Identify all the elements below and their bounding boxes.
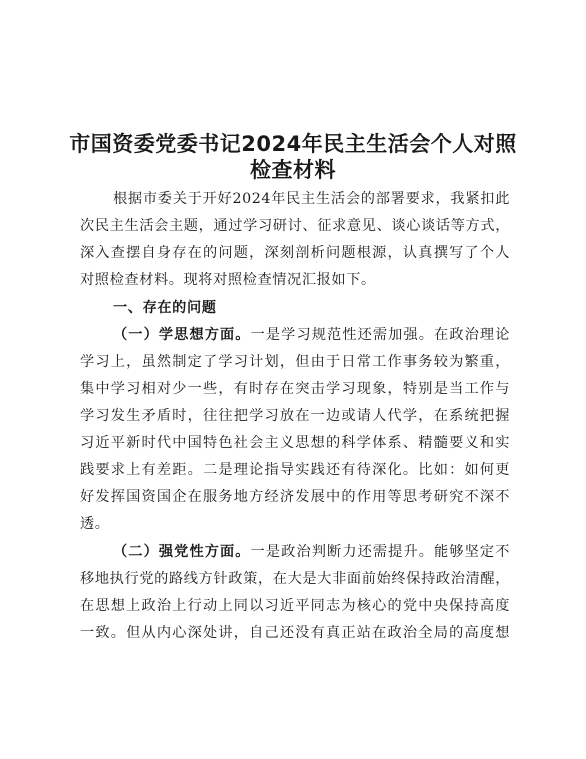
body-line: 好发挥国资国企在服务地方经济发展中的作用等思考研究不深不 bbox=[80, 489, 510, 505]
body-line: 透。 bbox=[80, 516, 110, 532]
body-line: 在思想上政治上行动上同以习近平同志为核心的党中央保持高度 bbox=[80, 598, 510, 614]
document-title-line-2: 检查材料 bbox=[250, 158, 336, 182]
subsection-first-text: 一是学习规范性还需加强。在政治理论 bbox=[250, 327, 510, 343]
body-line: 移地执行党的路线方针政策，在大是大非面前始终保持政治清醒， bbox=[80, 571, 510, 587]
body-line: 集中学习相对少一些，有时存在突击学习现象，特别是当工作与 bbox=[80, 381, 510, 397]
subsection-first-text: 一是政治判断力还需提升。能够坚定不 bbox=[250, 544, 510, 560]
subsection-label: （二）强党性方面。 bbox=[113, 544, 251, 560]
body-line: 学习上，虽然制定了学习计划，但由于日常工作事务较为繁重， bbox=[80, 354, 510, 370]
document-title-line-1: 市国资委党委书记2024年民主生活会个人对照 bbox=[69, 132, 517, 156]
body-line: 学习发生矛盾时，往往把学习放在一边或请人代学，在系统把握 bbox=[80, 408, 510, 424]
subsection-first-line bbox=[113, 326, 510, 344]
section-heading: 一、存在的问题 bbox=[113, 300, 217, 316]
intro-line: 对照检查材料。现将对照检查情况汇报如下。 bbox=[80, 272, 376, 288]
body-line: 一致。但从内心深处讲，自己还没有真正站在政治全局的高度想 bbox=[80, 625, 510, 641]
intro-line: 次民主生活会主题，通过学习研讨、征求意见、谈心谈话等方式， bbox=[80, 218, 510, 234]
subsection-label: （一）学思想方面。 bbox=[113, 327, 251, 343]
intro-line: 深入查摆自身存在的问题，深刻剖析问题根源，认真撰写了个人 bbox=[80, 245, 510, 261]
intro-line: 根据市委关于开好2024年民主生活会的部署要求，我紧扣此 bbox=[113, 191, 510, 207]
body-line: 习近平新时代中国特色社会主义思想的科学体系、精髓要义和实 bbox=[80, 435, 510, 451]
body-line: 践要求上有差距。二是理论指导实践还有待深化。比如：如何更 bbox=[80, 462, 510, 478]
subsection-first-line bbox=[113, 543, 510, 561]
